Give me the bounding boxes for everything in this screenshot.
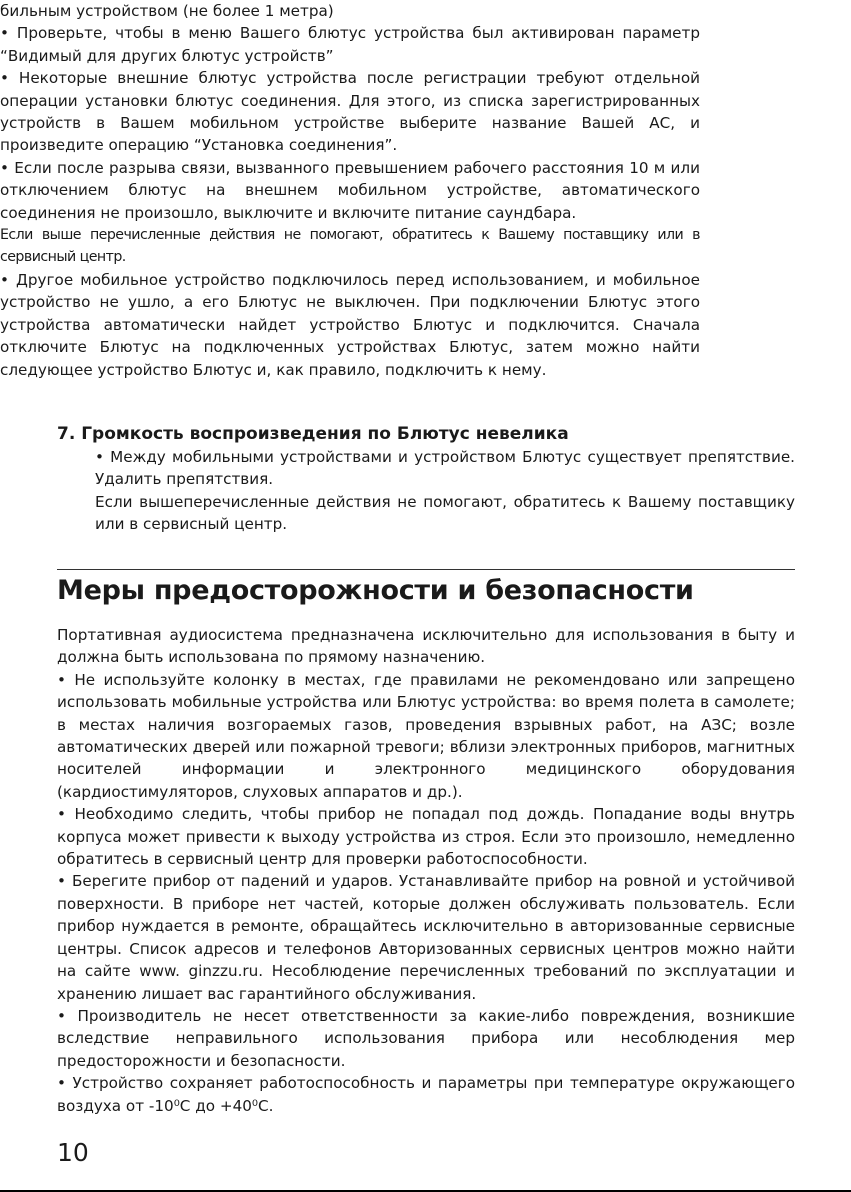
paragraph: Если вышеперечисленные действия не помогают, обратитесь к Вашему поставщику или в сервисный центр. — [95, 492, 795, 534]
paragraph: • Некоторые внешние блютус устройства после регистрации требуют отдельной операции установки блютус соединения. Для этого, из списка зарегистрированных устройств в Вашем мобильном устройстве выберите название Вашей АС, и произведите операцию “Установка соединения”. — [0, 69, 700, 155]
paragraph: • Производитель не несет ответственности за какие-либо повреждения, возникшие вследствие неправильного использования прибора или несоблюдения мер предосторожности и безопасности. — [57, 1006, 795, 1070]
paragraph: • Берегите прибор от падений и ударов. Устанавливайте прибор на ровной и устойчивой поверхности. В приборе нет частей, которые должен обслуживать пользователь. Если прибор нуждается в ремонте, обращайтесь исключительно в авторизованные сервисные центры. Список адресов и телефонов Авторизованных сервисных центров можно найти на сайте www. ginzzu.ru. Несоблюдение перечисленных требований по эксплуатации и хранению лишает вас гарантийного обслуживания. — [57, 872, 795, 1003]
section-7-heading: 7. Громкость воспроизведения по Блютус невелика — [57, 424, 569, 444]
paragraph: • Устройство сохраняет работоспособность и параметры при температуре окружающего воздуха от -10⁰С до +40⁰С. — [57, 1074, 795, 1115]
paragraph: • Не используйте колонку в местах, где правилами не рекомендовано или запрещено использовать мобильные устройства или Блютус устройства: во время полета в самолете; в местах наличия возгораемых газов, проведения взрывных работ, на АЗС; возле автоматических дверей или пожарной тревоги; вблизи электронных приборов, магнитных носителей информации и электронного медицинского оборудования (кардиостимуляторов, слуховых аппаратов и др.). — [57, 670, 795, 801]
section-7-body — [95, 446, 795, 536]
paragraph: • Если после разрыва связи, вызванного превышением рабочего расстояния 10 м или отключением блютус на внешнем мобильном устройстве, автоматического соединения не произошло, выключите и включите питание саундбара. — [0, 158, 700, 222]
paragraph: • Необходимо следить, чтобы прибор не попадал под дождь. Попадание воды внутрь корпуса может привести к выходу устройства из строя. Если это произошло, немедленно обратитесь в сервисный центр для проверки работоспособности. — [57, 805, 795, 869]
safety-body — [57, 624, 795, 1117]
paragraph: • Проверьте, чтобы в меню Вашего блютус устройства был активирован параметр “Видимый для других блютус устройств” — [0, 24, 700, 65]
paragraph: бильным устройством (не более 1 метра) — [0, 2, 334, 20]
safety-heading: Меры предосторожности и безопасности — [57, 575, 694, 606]
paragraph: Портативная аудиосистема предназначена исключительно для использования в быту и должна быть использована по прямому назначению. — [57, 626, 795, 667]
paragraph: • Между мобильными устройствами и устройством Блютус существует препятствие. Удалить препятствия. — [95, 448, 795, 489]
troubleshooting-continued — [0, 0, 700, 381]
section-divider — [57, 569, 795, 570]
paragraph: Если выше перечисленные действия не помогают, обратитесь к Вашему поставщику или в сервисный центр. — [0, 227, 700, 266]
page-number: 10 — [57, 1138, 89, 1167]
paragraph: • Другое мобильное устройство подключилось перед использованием, и мобильное устройство не ушло, а его Блютус не выключен. При подключении Блютус этого устройства автоматически найдет устройство Блютус и подключится. Сначала отключите Блютус на подключенных устройствах Блютус, затем можно найти следующее устройство Блютус и, как правило, подключить к нему. — [0, 270, 700, 379]
